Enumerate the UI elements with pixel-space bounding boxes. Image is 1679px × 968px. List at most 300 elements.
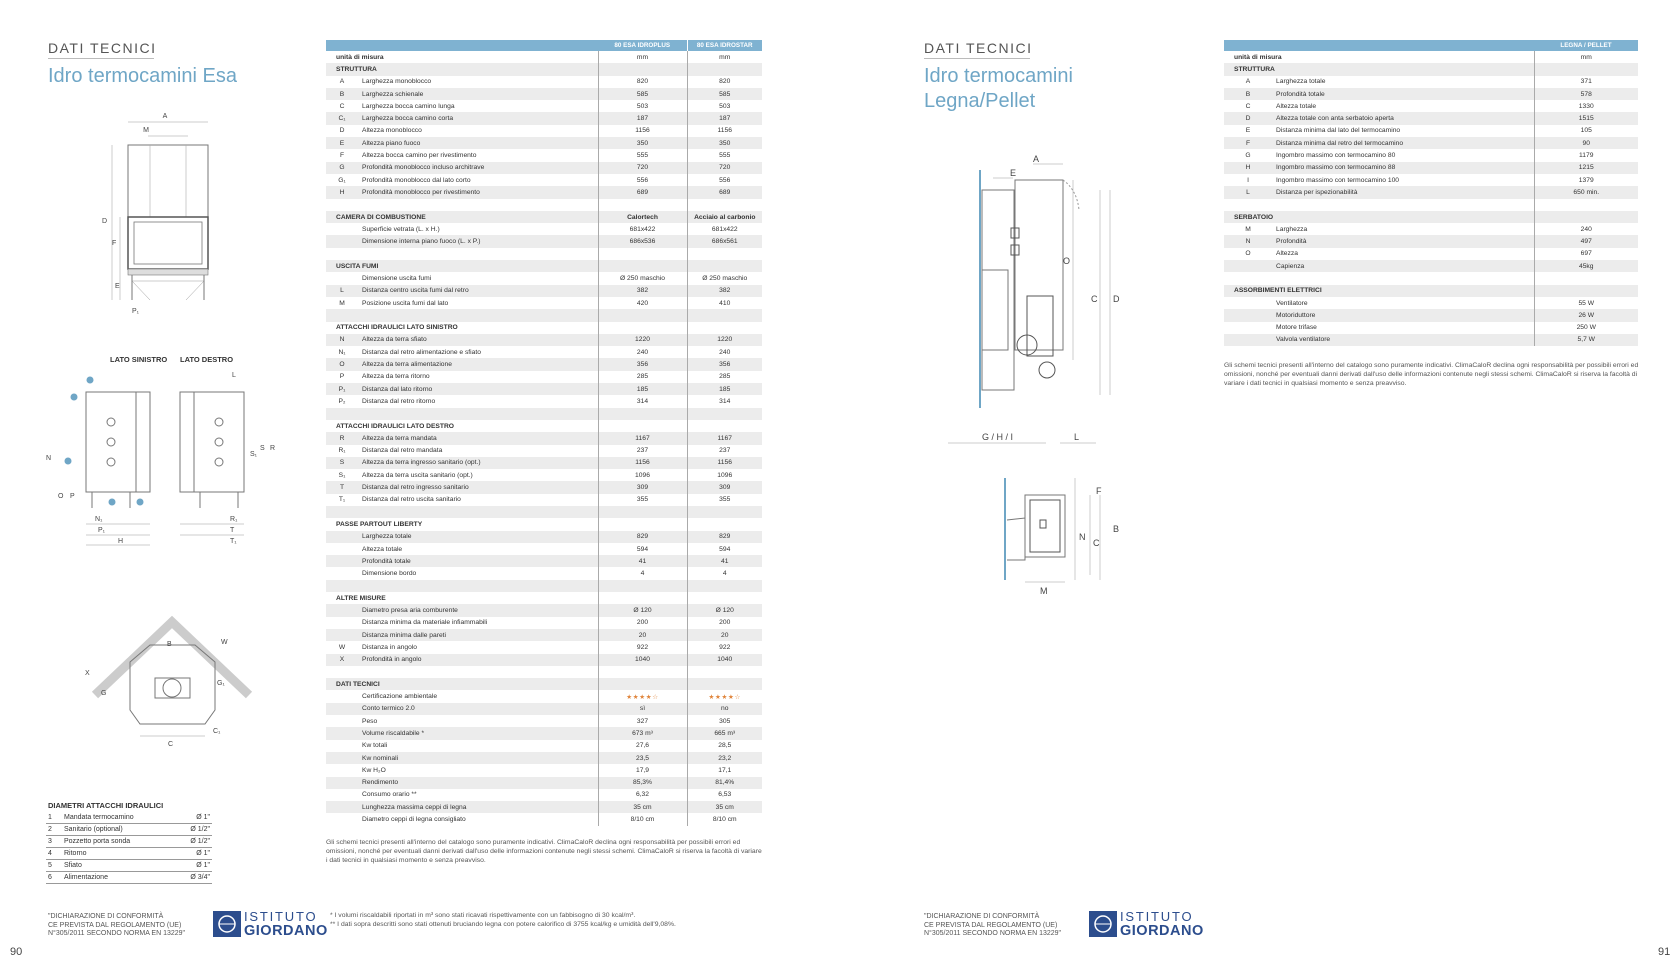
spec-row [326, 137, 762, 149]
row-letter: H [1224, 162, 1272, 174]
label-P1: P₁ [132, 308, 140, 315]
cell-value: 105 [1534, 125, 1638, 137]
diameters-title: DIAMETRI ATTACCHI IDRAULICI [48, 801, 164, 810]
spec-row [326, 481, 762, 493]
label-T1: T₁ [230, 538, 237, 545]
label-R: R [270, 445, 276, 452]
diameter-label: Pozzetto porta sonda [62, 836, 172, 848]
row-label: Distanza dal retro mandata [362, 447, 443, 455]
row-letter: L [326, 285, 358, 297]
row-letter: E [1245, 127, 1251, 135]
row-label: Altezza da terra ingresso sanitario (opt.) [358, 457, 598, 469]
label-C: C [168, 741, 174, 748]
row-letter: P [339, 373, 345, 381]
row-letter: N [326, 334, 358, 346]
row-label: Altezza da terra sfiato [358, 334, 598, 346]
row-label: Altezza da terra ritorno [362, 373, 430, 381]
cell-value: 555 [598, 149, 687, 161]
section-title: STRUTTURA [1224, 63, 1534, 75]
cell-value: 594 [598, 543, 687, 555]
row-letter [326, 555, 358, 567]
row-label: Consumo orario ** [362, 791, 417, 799]
spec-row [1224, 322, 1638, 334]
row-label: Dimensione interna piano fuoco (L. x P.) [358, 235, 598, 247]
row-letter: D [339, 127, 345, 135]
left-page-number: 90 [10, 946, 23, 958]
cell-value [687, 322, 762, 334]
spacer-row [326, 666, 762, 678]
column-header: 80 ESA IDROPLUS [598, 40, 687, 51]
spec-header-row [326, 40, 762, 51]
lato-destro-label: LATO DESTRO [180, 355, 234, 364]
row-letter [326, 789, 358, 801]
row-label: Distanza dal retro ingresso sanitario [358, 481, 598, 493]
spec-row [326, 604, 762, 616]
cell-value: 81,4% [687, 777, 762, 789]
row-label: Altezza da terra mandata [358, 432, 598, 444]
row-letter: T [326, 481, 358, 493]
label-GHI: G / H / I [982, 432, 1014, 442]
spec-row [326, 297, 762, 309]
row-letter: X [326, 654, 358, 666]
cell-value: Ø 120 [598, 604, 687, 616]
cell-value: sì [598, 703, 687, 715]
front-view-diagram [90, 105, 240, 330]
cell-value: 305 [687, 715, 762, 727]
cell-value: 689 [687, 186, 762, 198]
istituto-giordano-emblem-icon [212, 910, 242, 938]
cell-value: 35 cm [687, 801, 762, 813]
spec-row [326, 358, 762, 370]
row-letter: L [1224, 186, 1272, 198]
cell-value: 1379 [1534, 174, 1638, 186]
cell-value: 1040 [598, 654, 687, 666]
spec-row [1224, 162, 1638, 174]
row-label: Dimensione bordo [362, 570, 417, 578]
cell-value: 356 [598, 358, 687, 370]
cell-value: 350 [687, 137, 762, 149]
spec-row [326, 371, 762, 383]
corner-view-diagram [75, 610, 265, 750]
label-E-right: E [1010, 168, 1017, 178]
cell-value: 240 [687, 346, 762, 358]
row-label: Altezza monoblocco [362, 127, 422, 135]
label-M-right: M [1040, 586, 1048, 596]
diameter-value: Ø 1" [172, 848, 212, 860]
cell-value: 55 W [1534, 297, 1638, 309]
cell-value: 237 [598, 445, 687, 457]
label-B-right: B [1113, 524, 1120, 534]
spec-row [326, 764, 762, 776]
cell-value [1534, 285, 1638, 297]
row-letter: W [338, 643, 346, 651]
column-header: 80 ESA IDROSTAR [687, 40, 762, 51]
row-label: Larghezza totale [1276, 78, 1326, 86]
cell-value: 503 [687, 100, 762, 112]
row-letter [326, 740, 358, 752]
row-letter: E [326, 137, 358, 149]
label-N1: N₁ [95, 516, 103, 523]
cell-value [598, 63, 687, 75]
spec-row [1224, 76, 1638, 88]
cell-value: 8/10 cm [598, 813, 687, 825]
row-label: Distanza minima da materiale infiammabili [362, 619, 488, 627]
label-P1-side: P₁ [98, 527, 106, 534]
cell-value: 1096 [598, 469, 687, 481]
cell-value: 350 [598, 137, 687, 149]
cell-value: 90 [1534, 137, 1638, 149]
row-label: Kw H₂O [362, 766, 386, 774]
row-label: Larghezza monoblocco [362, 78, 432, 86]
row-letter [326, 764, 358, 776]
section-header-row [326, 322, 762, 334]
cell-value: 585 [598, 88, 687, 100]
cell-value: mm [598, 51, 687, 63]
row-letter: G [1245, 152, 1251, 160]
row-letter: O [326, 358, 358, 370]
spec-row [326, 334, 762, 346]
row-label: Ingombro massimo con termocamino 100 [1276, 176, 1400, 184]
spec-row [326, 383, 762, 395]
cell-value: 6,32 [598, 789, 687, 801]
cell-value: 686x561 [687, 235, 762, 247]
spec-row [326, 531, 762, 543]
rating-stars: ★★★★☆ [687, 690, 762, 702]
row-label: Larghezza bocca camino lunga [362, 102, 455, 110]
cell-value: 250 W [1534, 322, 1638, 334]
row-label: Superficie vetrata (L. x H.) [362, 225, 440, 233]
cell-value: 578 [1534, 88, 1638, 100]
row-label: Profondità monoblocco incluso architrave [358, 162, 598, 174]
cell-value: 1156 [687, 457, 762, 469]
spec-row [326, 494, 762, 506]
spec-row [326, 813, 762, 825]
cell-value: 45kg [1534, 260, 1638, 272]
cell-value: 4 [687, 567, 762, 579]
cell-value [687, 592, 762, 604]
cell-value [687, 678, 762, 690]
cell-value: 686x536 [598, 235, 687, 247]
spec-row [326, 801, 762, 813]
diameter-label: Mandata termocamino [62, 812, 172, 824]
cell-value: 503 [598, 100, 687, 112]
spacer-row [326, 248, 762, 260]
spacer-row [326, 580, 762, 592]
diameter-number: 3 [46, 836, 62, 848]
cell-value: 1179 [1534, 149, 1638, 161]
cell-value: 355 [598, 494, 687, 506]
cell-value: 85,3% [598, 777, 687, 789]
cell-value: Ø 120 [687, 604, 762, 616]
diameter-number: 6 [46, 872, 62, 884]
cell-value: 382 [598, 285, 687, 297]
cell-value [687, 260, 762, 272]
cell-value: 1515 [1534, 112, 1638, 124]
diameter-value: Ø 1" [172, 812, 212, 824]
pellet-plan-view-diagram [995, 470, 1145, 600]
section-header-row [326, 592, 762, 604]
label-O-right: O [1063, 256, 1071, 266]
cell-value: Ø 250 maschio [598, 272, 687, 284]
spec-row [326, 629, 762, 641]
row-label: Motoriduttore [1272, 309, 1534, 321]
cell-value [687, 63, 762, 75]
row-letter: T₁ [338, 496, 346, 504]
label-B: B [167, 641, 172, 648]
row-letter [326, 629, 358, 641]
cell-value: 673 m³ [598, 727, 687, 739]
row-label: Volume riscaldabile * [358, 727, 598, 739]
row-letter: G [326, 162, 358, 174]
left-spec-table [326, 40, 762, 826]
diameter-number: 2 [46, 824, 62, 836]
label-N: N [46, 455, 52, 462]
row-label: Profondità totale [358, 555, 598, 567]
label-M: M [143, 127, 149, 134]
cell-value: 23,2 [687, 752, 762, 764]
row-letter: G₁ [338, 176, 346, 184]
spec-row [326, 469, 762, 481]
row-letter: I [1247, 176, 1249, 184]
row-label: Capienza [1272, 260, 1534, 272]
section-title: ATTACCHI IDRAULICI LATO DESTRO [336, 422, 455, 430]
row-label: Motore trifase [1276, 324, 1317, 332]
section-title: CAMERA DI COMBUSTIONE [326, 211, 598, 223]
row-letter: C₁ [326, 112, 358, 124]
spec-row [326, 715, 762, 727]
cell-value: 6,53 [687, 789, 762, 801]
right-page-number: 91 [1658, 946, 1671, 958]
cell-value: 650 min. [1534, 186, 1638, 198]
cell-value: 240 [598, 346, 687, 358]
spec-row [326, 76, 762, 88]
cell-value: 720 [687, 162, 762, 174]
section-title: PASSE PARTOUT LIBERTY [336, 520, 423, 528]
diameter-label: Ritorno [62, 848, 172, 860]
spec-row [326, 740, 762, 752]
right-istituto-giordano-logo: ISTITUTO GIORDANO [1088, 909, 1204, 939]
cell-value: 28,5 [687, 740, 762, 752]
cell-value: 285 [598, 371, 687, 383]
cell-value: 356 [687, 358, 762, 370]
row-label: Distanza minima dalle pareti [358, 629, 598, 641]
diameter-row [46, 872, 212, 884]
left-page-title: Idro termocamini Esa [48, 65, 237, 87]
section-header-row [1224, 63, 1638, 75]
unit-row [326, 51, 762, 63]
pellet-dimension-lines [948, 430, 1108, 450]
section-header-row [326, 420, 762, 432]
cell-value: 1040 [687, 654, 762, 666]
section-header-row [1224, 285, 1638, 297]
spec-row [1224, 235, 1638, 247]
row-letter [326, 813, 358, 825]
row-letter [326, 272, 358, 284]
cell-value: 1156 [598, 125, 687, 137]
cell-value: 240 [1534, 223, 1638, 235]
diameter-row [46, 836, 212, 848]
spec-row [326, 112, 762, 124]
diameter-row [46, 860, 212, 872]
row-label: Ventilatore [1276, 299, 1308, 307]
right-kicker: DATI TECNICI [924, 40, 1033, 56]
diameter-number: 5 [46, 860, 62, 872]
cell-value: Ø 250 maschio [687, 272, 762, 284]
cell-value: 922 [598, 641, 687, 653]
row-letter: F [1224, 137, 1272, 149]
left-disclaimer: Gli schemi tecnici presenti all'interno del catalogo sono puramente indicativi. ClimaCaloR declina ogni responsabilità per possibili errori ed omissioni, nonché per eventuali danni derivati dall'uso delle informazioni contenute negli stessi schemi. ClimaCaloR si riserva la facoltà di variare i dati tecnici in qualsiasi momento e senza preavviso. [326, 839, 762, 864]
spec-row [326, 457, 762, 469]
cell-value: 8/10 cm [687, 813, 762, 825]
row-label: Profondità [1272, 235, 1534, 247]
row-label: Distanza centro uscita fumi dal retro [358, 285, 598, 297]
label-W: W [221, 639, 228, 646]
row-letter: S [326, 457, 358, 469]
spec-row [1224, 309, 1638, 321]
row-label: Ingombro massimo con termocamino 88 [1272, 162, 1534, 174]
row-letter: P₂ [338, 397, 346, 405]
side-views-diagram [40, 352, 280, 602]
row-letter: H [326, 186, 358, 198]
row-letter: D [1224, 112, 1272, 124]
lato-sinistro-label: LATO SINISTRO [110, 355, 168, 364]
cell-value: 314 [687, 395, 762, 407]
cell-value: 720 [598, 162, 687, 174]
row-letter: C [1245, 102, 1251, 110]
cell-value: 1215 [1534, 162, 1638, 174]
section-header-row [326, 211, 762, 223]
spacer-row [326, 408, 762, 420]
row-letter [1224, 322, 1272, 334]
section-header-row [326, 63, 762, 75]
cell-value [598, 322, 687, 334]
cell-value: 237 [687, 445, 762, 457]
row-label: Profondità monoblocco dal lato corto [362, 176, 471, 184]
row-label: Altezza totale [362, 545, 403, 553]
spacer-row [326, 506, 762, 518]
row-letter: S₁ [338, 471, 346, 479]
cell-value: 829 [687, 531, 762, 543]
row-label: Ingombro massimo con termocamino 80 [1276, 152, 1396, 160]
row-label: Conto termico 2.0 [358, 703, 598, 715]
right-certification: "DICHIARAZIONE DI CONFORMITÀ CE PREVISTA DAL REGOLAMENTO (UE) N°305/2011 SECONDO NORMA EN 13229" [924, 913, 1062, 937]
diameter-value: Ø 1" [172, 860, 212, 872]
cell-value: 355 [687, 494, 762, 506]
cell-value: 829 [598, 531, 687, 543]
unit-label: unità di misura [336, 53, 384, 61]
row-letter: N [1224, 235, 1272, 247]
section-title: DATI TECNICI [326, 678, 598, 690]
spec-row [326, 223, 762, 235]
row-letter [326, 223, 358, 235]
cell-value [687, 420, 762, 432]
row-label: Distanza minima dal lato del termocamino [1276, 127, 1401, 135]
row-letter [326, 727, 358, 739]
row-letter: M [1245, 225, 1251, 233]
unit-row [1224, 51, 1638, 63]
spec-row [326, 703, 762, 715]
spacer-row [326, 309, 762, 321]
label-F-right: F [1096, 486, 1102, 496]
label-X: X [85, 670, 90, 677]
row-label: Distanza per ispezionabilità [1272, 186, 1534, 198]
spec-row [326, 174, 762, 186]
spec-row [326, 567, 762, 579]
row-letter: A [1245, 78, 1251, 86]
label-C-right: C [1091, 294, 1098, 304]
spec-row [1224, 223, 1638, 235]
spec-row [1224, 149, 1638, 161]
cell-value: 187 [687, 112, 762, 124]
row-letter [326, 703, 358, 715]
row-letter [326, 235, 358, 247]
cell-value: 185 [598, 383, 687, 395]
cell-value: 1156 [598, 457, 687, 469]
row-label: Altezza bocca camino per rivestimento [362, 152, 477, 160]
cell-value: no [687, 703, 762, 715]
cell-value: 556 [687, 174, 762, 186]
cell-value: 555 [687, 149, 762, 161]
cell-value: 1156 [687, 125, 762, 137]
section-header-row [326, 260, 762, 272]
label-R1: R₁ [230, 516, 238, 523]
cell-value [598, 678, 687, 690]
diameter-value: Ø 1/2" [172, 836, 212, 848]
row-letter [1224, 309, 1272, 321]
spec-header-row [1224, 40, 1638, 51]
rating-stars: ★★★★☆ [598, 690, 687, 702]
cell-value: 665 m³ [687, 727, 762, 739]
spec-row [326, 654, 762, 666]
row-letter [326, 715, 358, 727]
spec-row [326, 641, 762, 653]
label-G1: G₁ [217, 680, 225, 687]
row-letter [326, 752, 358, 764]
cell-value: 327 [598, 715, 687, 727]
row-label: Larghezza bocca camino corta [358, 112, 598, 124]
cell-value: 17,1 [687, 764, 762, 776]
row-label: Larghezza [1276, 225, 1308, 233]
diameter-number: 1 [46, 812, 62, 824]
cell-value: 410 [687, 297, 762, 309]
row-letter [326, 567, 358, 579]
spec-row [326, 777, 762, 789]
diameters-table [46, 812, 212, 884]
cell-value: 585 [687, 88, 762, 100]
cell-value: 556 [598, 174, 687, 186]
spec-row [1224, 125, 1638, 137]
row-label: Altezza [1276, 250, 1298, 258]
cell-value: 20 [598, 629, 687, 641]
label-S1: S₁ [250, 451, 258, 458]
diameter-row [46, 848, 212, 860]
row-label: Larghezza schienale [358, 88, 598, 100]
cell-value: 27,6 [598, 740, 687, 752]
cell-value: 689 [598, 186, 687, 198]
spec-row [1224, 334, 1638, 346]
spacer-row [1224, 199, 1638, 211]
row-label: Profondità monoblocco per rivestimento [358, 186, 598, 198]
spec-row [326, 445, 762, 457]
cell-value: mm [1534, 51, 1638, 63]
row-letter [1224, 297, 1272, 309]
cell-value: 1220 [687, 334, 762, 346]
cell-value: 922 [687, 641, 762, 653]
row-letter: B [326, 88, 358, 100]
row-label: Kw totali [362, 742, 388, 750]
cell-value: 820 [598, 76, 687, 88]
cell-value [1534, 63, 1638, 75]
